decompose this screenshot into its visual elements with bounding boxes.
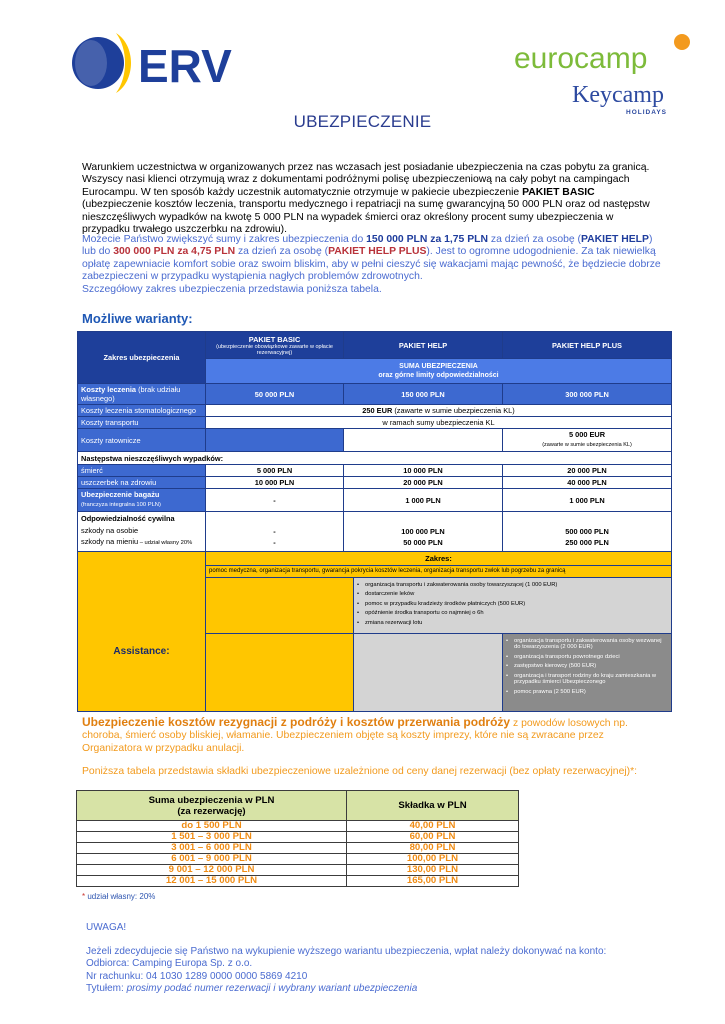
nnw-heading: Następstwa nieszczęśliwych wypadków:: [78, 452, 672, 465]
row-bagaz-label: Ubezpieczenie bagażu (franczyza integralna 100 PLN): [78, 489, 206, 512]
variants-heading: Możliwe warianty:: [82, 311, 193, 326]
oc-plus: 500 000 PLN 250 000 PLN: [503, 512, 672, 552]
variants-table: [77, 331, 672, 712]
row-transport-label: Koszty transportu: [78, 417, 206, 429]
bagaz-help: 1 000 PLN: [344, 489, 503, 512]
holidays-wordmark: HOLIDAYS: [626, 109, 667, 116]
erv-logo: [66, 27, 252, 97]
row-uszcz-label: uszczerbek na zdrowiu: [78, 477, 206, 489]
bagaz-basic: -: [206, 489, 344, 512]
help-item: • pomoc w przypadku kradzieży środków płatniczych (500 EUR): [357, 601, 668, 608]
row-smierc-label: śmierć: [78, 465, 206, 477]
row-stom-label: Koszty leczenia stomatologicznego: [78, 405, 206, 417]
sun-icon: [674, 34, 690, 50]
plus-item: • organizacja i transport rodziny do kraju zamieszkania w przypadku śmierci Ubezpieczonego: [506, 673, 668, 686]
plus-item: • organizacja transportu powrotnego dzieci: [506, 654, 668, 661]
col-basic-header: PAKIET BASIC (ubezpieczenie obowiązkowe zawarte w opłacie rezerwacyjnej): [206, 332, 344, 359]
leczenia-help: 150 000 PLN: [344, 384, 503, 405]
smierc-help: 10 000 PLN: [344, 465, 503, 477]
col-helpplus-header: PAKIET HELP PLUS: [503, 332, 672, 359]
premium-row: 12 001 – 15 000 PLN 165,00 PLN: [77, 876, 519, 887]
plus-item: • zastępstwo kierowcy (500 EUR): [506, 663, 668, 670]
page-title: UBEZPIECZENIE: [293, 112, 432, 131]
premium-row: do 1 500 PLN 40,00 PLN: [77, 821, 519, 832]
assistance-label: Assistance:: [78, 551, 206, 711]
smierc-basic: 5 000 PLN: [206, 465, 344, 477]
premium-col-sum: Suma ubezpieczenia w PLN (za rezerwację): [77, 791, 347, 821]
col-help-header: PAKIET HELP: [344, 332, 503, 359]
premium-row: 1 501 – 3 000 PLN 60,00 PLN: [77, 832, 519, 843]
footnote: * udział własny: 20%: [82, 892, 156, 901]
uszcz-plus: 40 000 PLN: [503, 477, 672, 489]
ratown-plus: 5 000 EUR (zawarte w sumie ubezpieczenia KL): [503, 429, 672, 452]
row-oc-label: Odpowiedzialność cywilna szkody na osobie szkody na mieniu – udział własny 20%: [78, 512, 206, 552]
leczenia-plus: 300 000 PLN: [503, 384, 672, 405]
plus-item: • organizacja transportu i zakwaterowania osoby wezwanej do towarzyszenia (2 000 EUR): [506, 638, 668, 651]
eurocamp-keycamp-logo: [510, 30, 710, 120]
bagaz-plus: 1 000 PLN: [503, 489, 672, 512]
row-leczenia-label: Koszty leczenia (brak udziału własnego): [78, 384, 206, 405]
leczenia-basic: 50 000 PLN: [206, 384, 344, 405]
erv-wordmark: ERV: [138, 40, 232, 92]
uszcz-help: 20 000 PLN: [344, 477, 503, 489]
premium-row: 3 001 – 6 000 PLN 80,00 PLN: [77, 843, 519, 854]
assistance-help-list: [354, 577, 672, 633]
keycamp-wordmark: Keycamp: [572, 82, 664, 108]
payment-info: Jeżeli zdecydujecie się Państwo na wykupienie wyższego wariantu ubezpieczenia, wpłat należy dokonywać na konto: Odbiorca: Camping Europa Sp. z o.o. Nr rachunku: 04 1030 1289 0000 0000 5869 4210 Tytułem: prosimy podać numer rezerwacji i wybrany wariant ubezpieczenia: [86, 946, 607, 995]
intro-paragraph: Warunkiem uczestnictwa w organizowanych przez nas wczasach jest posiadanie ubezpieczenia na czas pobytu za granicą. Wszyscy nasi klienci otrzymują wraz z dokumentami podróżnymi polisę ubezpieczeniową na cały pobyt na campingach Eurocampu. W ten sposób każdy uczestnik automatycznie otrzymuje w pakiecie ubezpieczenie PAKIET BASIC (ubezpieczenie kosztów leczenia, transportu medycznego i repatriacji na sumę gwarancyjną 50 000 PLN oraz od następstw nieszczęśliwych wypadków na kwotę 5 000 PLN na wypadek śmierci oraz określony procent sumy ubezpieczenia w przypadku trwałego uszczerbku na zdrowiu).: [82, 162, 650, 236]
uszcz-basic: 10 000 PLN: [206, 477, 344, 489]
stom-value: 250 EUR (zawarte w sumie ubezpieczenia KL): [206, 405, 672, 417]
eurocamp-wordmark: eurocamp: [514, 42, 648, 75]
premium-table: [76, 790, 519, 887]
assistance-all: pomoc medyczna, organizacja transportu, gwarancja pokrycia kosztów leczenia, organizacja transportu zwłok lub pogrzebu za granicą: [206, 565, 672, 577]
oc-basic: - -: [206, 512, 344, 552]
help-item: • dostarczenie leków: [357, 591, 668, 598]
plus-item: • pomoc prawna (2 500 EUR): [506, 689, 668, 696]
assistance-plus-list: [503, 633, 672, 711]
zakres-heading: Zakres:: [206, 551, 672, 565]
smierc-plus: 20 000 PLN: [503, 465, 672, 477]
help-item: • zmiana rezerwacji lotu: [357, 620, 668, 627]
upsell-paragraph: Możecie Państwo zwiększyć sumy i zakres ubezpieczenia do 150 000 PLN za 1,75 PLN za dzień za osobę (PAKIET HELP) lub do 300 000 PLN za 4,75 PLN za dzień za osobę (PAKIET HELP PLUS). Jest to ogromne udogodnienie. Za tak niewielką opłatę zapewniacie komfort sobie oraz swoim bliskim, aby w pełni cieszyć się wakacjami mając pewność, że będziecie dobrze zabezpieczeni w przypadku wystąpienia nagłych problemów zdrowotnych. Szczegółowy zakres ubezpieczenia przedstawia poniższa tabela.: [82, 234, 661, 295]
premium-row: 9 001 – 12 000 PLN 130,00 PLN: [77, 865, 519, 876]
row-ratown-label: Koszty ratownicze: [78, 429, 206, 452]
sum-header: SUMA UBEZPIECZENIA oraz górne limity odpowiedzialności: [206, 359, 672, 384]
help-item: • opóźnienie środka transportu co najmniej o 6h: [357, 610, 668, 617]
premium-row: 6 001 – 9 000 PLN 100,00 PLN: [77, 854, 519, 865]
uwaga-heading: UWAGA!: [86, 922, 127, 933]
col-zakres-header: Zakres ubezpieczenia: [78, 332, 206, 384]
premium-table-intro: Poniższa tabela przedstawia składki ubezpieczeniowe uzależnione od ceny danej rezerwacji (bez opłaty rezerwacyjnej)*:: [82, 766, 638, 777]
resignation-paragraph: Ubezpieczenie kosztów rezygnacji z podróży i kosztów przerwania podróży z powodów losowych np. choroba, śmierć osoby bliskiej, włamanie. Ubezpieczeniem objęte są koszty imprezy, które nie są zwracane przez Organizatora w przypadku anulacji.: [82, 715, 628, 754]
transport-value: w ramach sumy ubezpieczenia KL: [206, 417, 672, 429]
oc-help: 100 000 PLN 50 000 PLN: [344, 512, 503, 552]
premium-col-fee: Składka w PLN: [347, 791, 519, 821]
help-item: • organizacja transportu i zakwaterowania osoby towarzyszącej (1 000 EUR): [357, 582, 668, 589]
